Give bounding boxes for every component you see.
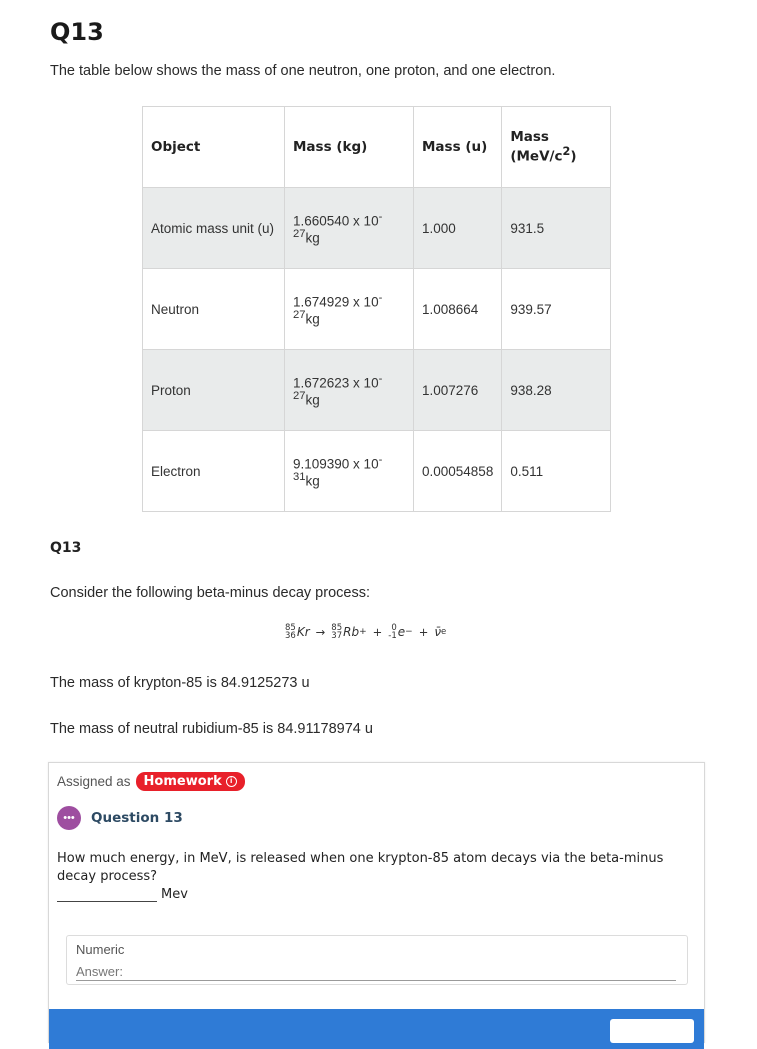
header-mass-mev-prefix: Mass (MeV/c — [510, 129, 563, 165]
submit-button[interactable] — [610, 1019, 694, 1043]
cell-object: Proton — [143, 350, 285, 431]
table-row — [143, 431, 611, 512]
arrow-icon: → — [315, 625, 326, 639]
table-header-row — [143, 107, 611, 188]
cell-mass-mev: 938.28 — [502, 350, 611, 431]
header-mass-mev — [502, 107, 611, 188]
kg-base: 1.672623 x 10 — [293, 375, 379, 390]
electron-particle — [388, 624, 412, 640]
decay-equation — [285, 624, 446, 640]
e-charge-number: -1 — [388, 631, 397, 641]
mass-table — [142, 106, 611, 512]
question-label: Question 13 — [91, 810, 183, 826]
kg-unit: kg — [305, 230, 320, 246]
answer-type-label: Numeric — [76, 942, 125, 957]
rb-charge: + — [359, 627, 367, 637]
problem-prompt: Consider the following beta-minus decay process: — [50, 585, 370, 601]
kg-exponent: -27 — [293, 291, 383, 321]
cell-mass-mev: 0.511 — [502, 431, 611, 512]
e-mass-number: 0 — [391, 623, 397, 633]
cell-mass-u: 0.00054858 — [414, 431, 502, 512]
header-mass-kg: Mass (kg) — [285, 107, 414, 188]
intro-text: The table below shows the mass of one neutron, one proton, and one electron. — [50, 63, 556, 79]
nu-symbol: ν̄ — [434, 625, 442, 639]
unit-label: Mev — [161, 887, 188, 902]
question-header — [57, 806, 183, 830]
cell-mass-kg — [285, 188, 414, 269]
kr-mass-number: 85 — [285, 623, 296, 633]
cell-object: Atomic mass unit (u) — [143, 188, 285, 269]
e-symbol: e — [397, 625, 406, 639]
kg-unit: kg — [305, 473, 320, 489]
cell-mass-kg — [285, 350, 414, 431]
header-object: Object — [143, 107, 285, 188]
cell-mass-kg — [285, 431, 414, 512]
question-text: How much energy, in MeV, is released when one krypton-85 atom decays via the beta-minus decay process? — [57, 851, 664, 884]
info-icon: i — [226, 776, 237, 787]
krypton-nuclide — [285, 624, 310, 640]
nu-subscript: e — [441, 627, 447, 637]
problem-label: Q13 — [50, 540, 82, 556]
bottom-action-bar — [49, 1009, 704, 1049]
kg-exponent: -27 — [293, 372, 383, 402]
plus-sign: + — [418, 625, 429, 639]
kg-exponent: -27 — [293, 210, 383, 240]
kr-symbol: Kr — [296, 625, 310, 639]
krypton-mass-text: The mass of krypton-85 is 84.9125273 u — [50, 675, 310, 691]
question-bubble-icon: ••• — [57, 806, 81, 830]
rb-mass-number: 85 — [331, 623, 343, 633]
cell-mass-mev: 939.57 — [502, 269, 611, 350]
table-row — [143, 188, 611, 269]
antineutrino — [434, 625, 446, 639]
blank-line — [57, 885, 157, 902]
answer-box — [66, 935, 688, 985]
kg-base: 9.109390 x 10 — [293, 456, 379, 471]
answer-blank — [57, 885, 188, 902]
cell-object: Electron — [143, 431, 285, 512]
answer-input[interactable] — [76, 962, 676, 981]
assignment-info — [57, 772, 245, 791]
cell-mass-mev: 931.5 — [502, 188, 611, 269]
cell-object: Neutron — [143, 269, 285, 350]
plus-sign: + — [372, 625, 383, 639]
e-charge: − — [405, 627, 413, 637]
rb-symbol: Rb — [343, 625, 360, 639]
kg-base: 1.660540 x 10 — [293, 213, 379, 228]
page-title: Q13 — [50, 18, 104, 46]
homework-badge-label: Homework — [143, 774, 222, 789]
kg-unit: kg — [305, 311, 320, 327]
header-mass-u: Mass (u) — [414, 107, 502, 188]
cell-mass-u: 1.000 — [414, 188, 502, 269]
cell-mass-u: 1.008664 — [414, 269, 502, 350]
table-row — [143, 269, 611, 350]
kg-unit: kg — [305, 392, 320, 408]
header-mass-mev-exp: 2 — [562, 145, 571, 159]
cell-mass-kg — [285, 269, 414, 350]
rubidium-mass-text: The mass of neutral rubidium-85 is 84.91178974 u — [50, 721, 373, 737]
assigned-label: Assigned as — [57, 774, 131, 789]
kr-atomic-number: 36 — [285, 631, 296, 641]
question-panel — [48, 762, 705, 1043]
homework-badge[interactable] — [136, 772, 245, 791]
cell-mass-u: 1.007276 — [414, 350, 502, 431]
table-row — [143, 350, 611, 431]
header-mass-mev-suffix: ) — [570, 148, 577, 165]
rb-atomic-number: 37 — [331, 631, 343, 641]
kg-exponent: -31 — [293, 453, 383, 483]
kg-base: 1.674929 x 10 — [293, 294, 379, 309]
rubidium-nuclide — [331, 624, 366, 640]
